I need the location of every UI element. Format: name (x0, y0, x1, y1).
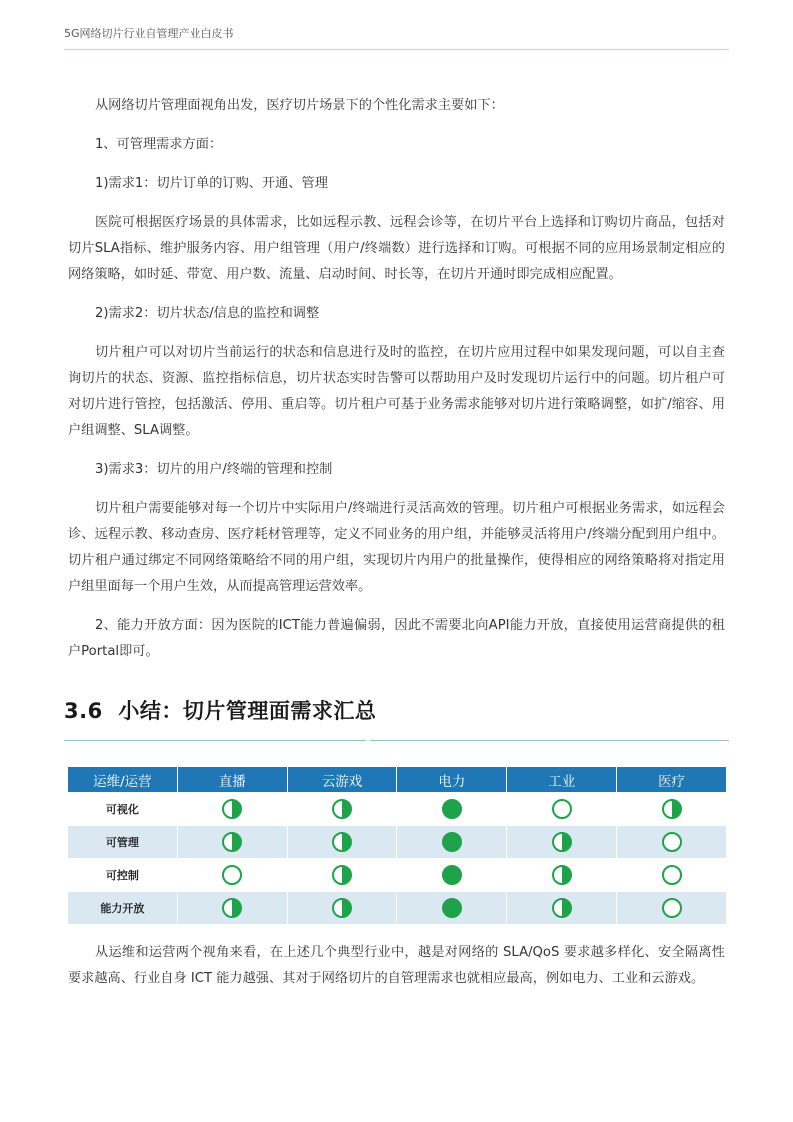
matrix-row-label: 可管理 (68, 826, 178, 859)
matrix-cell (507, 859, 617, 892)
paragraph: 1)需求1：切片订单的订购、开通、管理 (95, 176, 328, 191)
matrix-cell (507, 892, 617, 925)
paragraph: 3)需求3：切片的用户/终端的管理和控制 (95, 462, 333, 477)
paragraph: 2、能力开放方面：因为医院的ICT能力普遍偏弱，因此不需要北向API能力开放，直接使用运营商提供的租户Portal即可。 (68, 618, 725, 659)
matrix-row (68, 826, 727, 859)
section-rule-right (370, 740, 729, 741)
half-circle-icon (332, 865, 352, 885)
matrix-column-header: 医疗 (617, 767, 727, 793)
half-circle-icon (222, 799, 242, 819)
matrix-cell (177, 892, 287, 925)
requirements-matrix (67, 766, 727, 925)
matrix-row (68, 892, 727, 925)
paragraph: 1、可管理需求方面： (95, 137, 223, 152)
half-circle-icon (552, 898, 572, 918)
matrix-cell (507, 826, 617, 859)
matrix-cell (287, 793, 397, 826)
paragraph: 从运维和运营两个视角来看，在上述几个典型行业中，越是对网络的 SLA/QoS 要求越多样化、安全隔离性要求越高、行业自身 ICT 能力越强、其对于网络切片的自管理需求也就相应最高，例如电力、工业和云游戏。 (68, 945, 725, 986)
half-circle-icon (332, 832, 352, 852)
empty-circle-icon (662, 865, 682, 885)
matrix-cell (177, 793, 287, 826)
section-rule-left (64, 740, 366, 741)
half-circle-icon (662, 799, 682, 819)
half-circle-icon (332, 898, 352, 918)
half-circle-icon (222, 898, 242, 918)
half-circle-icon (222, 832, 242, 852)
matrix-row-label: 可控制 (68, 859, 178, 892)
matrix-cell (507, 793, 617, 826)
paragraph: 切片租户需要能够对每一个切片中实际用户/终端进行灵活高效的管理。切片租户可根据业务需求，如远程会诊、远程示教、移动查房、医疗耗材管理等，定义不同业务的用户组，并能够灵活将用户/终端分配到用户组中。切片租户通过绑定不同网络策略给不同的用户组，实现切片内用户的批量操作，使得相应的网络策略将对指定用户组里面每一个用户生效，从而提高管理运营效率。 (68, 501, 725, 594)
header-rule (64, 49, 729, 50)
matrix-cell (397, 793, 507, 826)
matrix-cell (287, 859, 397, 892)
section-heading (64, 695, 376, 725)
matrix-row-label: 能力开放 (68, 892, 178, 925)
paragraph: 2)需求2：切片状态/信息的监控和调整 (95, 306, 320, 321)
full-circle-icon (442, 832, 462, 852)
matrix-corner-header: 运维/运营 (68, 767, 178, 793)
full-circle-icon (442, 898, 462, 918)
matrix-body (68, 793, 727, 925)
closing-body (68, 940, 725, 992)
half-circle-icon (552, 865, 572, 885)
empty-circle-icon (222, 865, 242, 885)
matrix-row (68, 793, 727, 826)
matrix-column-header: 直播 (177, 767, 287, 793)
matrix-cell (287, 826, 397, 859)
empty-circle-icon (662, 898, 682, 918)
matrix-cell (617, 793, 727, 826)
paragraph: 切片租户可以对切片当前运行的状态和信息进行及时的监控，在切片应用过程中如果发现问题，可以自主查询切片的状态、资源、监控指标信息，切片状态实时告警可以帮助用户及时发现切片运行中的问题。切片租户可对切片进行管控，包括激活、停用、重启等。切片租户可基于业务需求能够对切片进行策略调整，如扩/缩容、用户组调整、SLA调整。 (68, 345, 725, 438)
matrix-cell (177, 859, 287, 892)
matrix-cell (617, 859, 727, 892)
paragraph: 从网络切片管理面视角出发，医疗切片场景下的个性化需求主要如下： (95, 98, 504, 113)
matrix-column-header: 云游戏 (287, 767, 397, 793)
full-circle-icon (442, 865, 462, 885)
matrix-row (68, 859, 727, 892)
half-circle-icon (332, 799, 352, 819)
matrix-cell (397, 826, 507, 859)
empty-circle-icon (552, 799, 572, 819)
empty-circle-icon (662, 832, 682, 852)
matrix-header-row (68, 767, 727, 793)
intro-body (68, 93, 725, 665)
matrix-cell (177, 826, 287, 859)
matrix-column-header: 工业 (507, 767, 617, 793)
paragraph: 医院可根据医疗场景的具体需求，比如远程示教、远程会诊等，在切片平台上选择和订购切片商品，包括对切片SLA指标、维护服务内容、用户组管理（用户/终端数）进行选择和订购。可根据不同的应用场景制定相应的网络策略，如时延、带宽、用户数、流量、启动时间、时长等，在切片开通时即完成相应配置。 (68, 215, 725, 282)
matrix-row-label: 可视化 (68, 793, 178, 826)
section-title: 小结：切片管理面需求汇总 (118, 699, 377, 723)
full-circle-icon (442, 799, 462, 819)
matrix-cell (617, 892, 727, 925)
matrix-cell (397, 892, 507, 925)
running-header: 5G网络切片行业自管理产业白皮书 (64, 27, 234, 40)
matrix-cell (287, 892, 397, 925)
matrix-cell (617, 826, 727, 859)
half-circle-icon (552, 832, 572, 852)
section-number: 3.6 (64, 699, 103, 723)
matrix-column-header: 电力 (397, 767, 507, 793)
matrix-cell (397, 859, 507, 892)
